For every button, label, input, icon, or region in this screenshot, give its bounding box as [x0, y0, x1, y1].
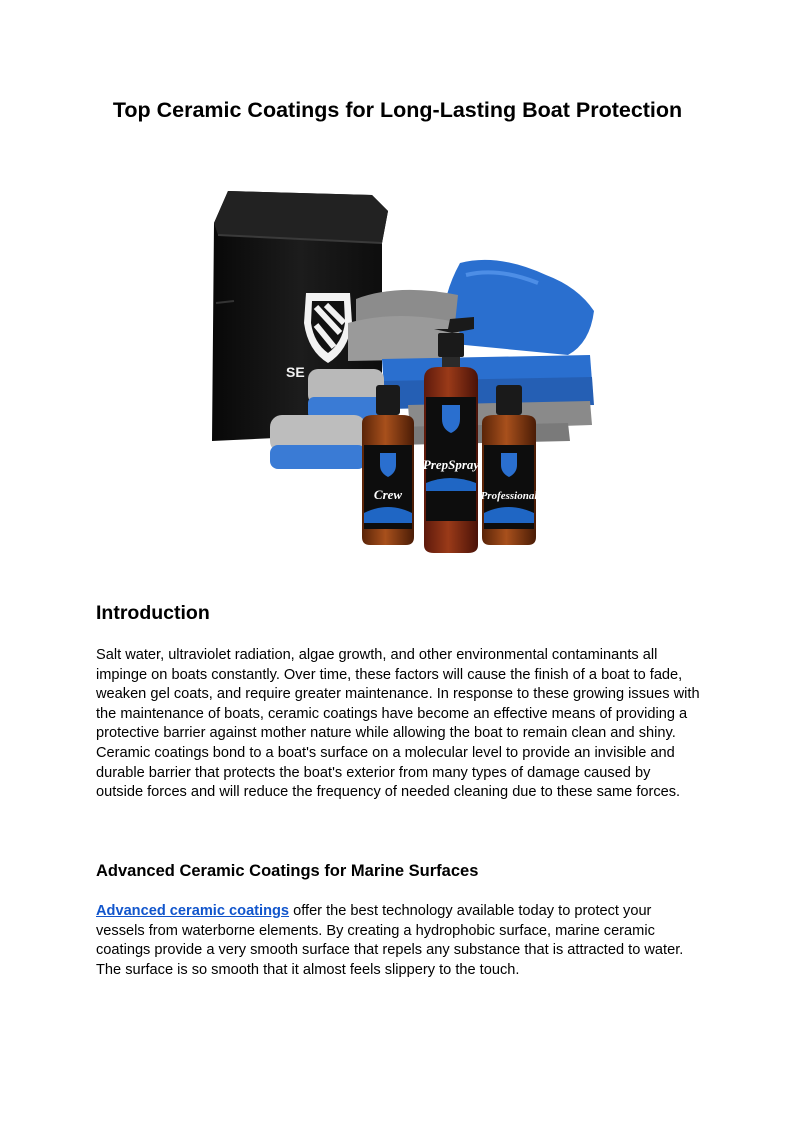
advanced-coatings-heading: Advanced Ceramic Coatings for Marine Surfaces: [96, 862, 479, 880]
product-kit-image: [198, 183, 600, 559]
introduction-heading: Introduction: [96, 602, 210, 624]
crew-label: Crew: [373, 487, 403, 502]
prepspray-label: PrepSpray: [422, 457, 480, 472]
introduction-paragraph: Salt water, ultraviolet radiation, algae growth, and other environmental contaminants all impinge on boats constantly. Over time, these factors will cause the finish of a boat to fade, weaken gel coats, and require greater maintenance. In response to these growing issues with the maintenance of boats, ceramic coatings have become an effective means of providing a protective barrier against mother nature while allowing the boat to remain clean and shiny. Ceramic coatings bond to a boat's surface on a molecular level to provide an invisible and durable barrier that protects the boat's exterior from many types of damage caused by outside forces and will reduce the frequency of needed cleaning due to these same forces.: [96, 647, 700, 801]
professional-label: Professional: [480, 490, 538, 502]
advanced-coatings-text: offer the best technology available today to protect your vessels from waterborne elements. By creating a hydrophobic surface, marine ceramic coatings provide a very smooth surface that repels any substance that is attracted to water. The surface is so smooth that it almost feels slippery to the touch.: [96, 903, 684, 978]
page-title: Top Ceramic Coatings for Long-Lasting Boat Protection: [112, 98, 683, 122]
advanced-coatings-paragraph: [96, 902, 700, 980]
svg-text:SE: SE: [286, 364, 305, 380]
advanced-ceramic-coatings-link[interactable]: Advanced ceramic coatings: [96, 903, 290, 919]
